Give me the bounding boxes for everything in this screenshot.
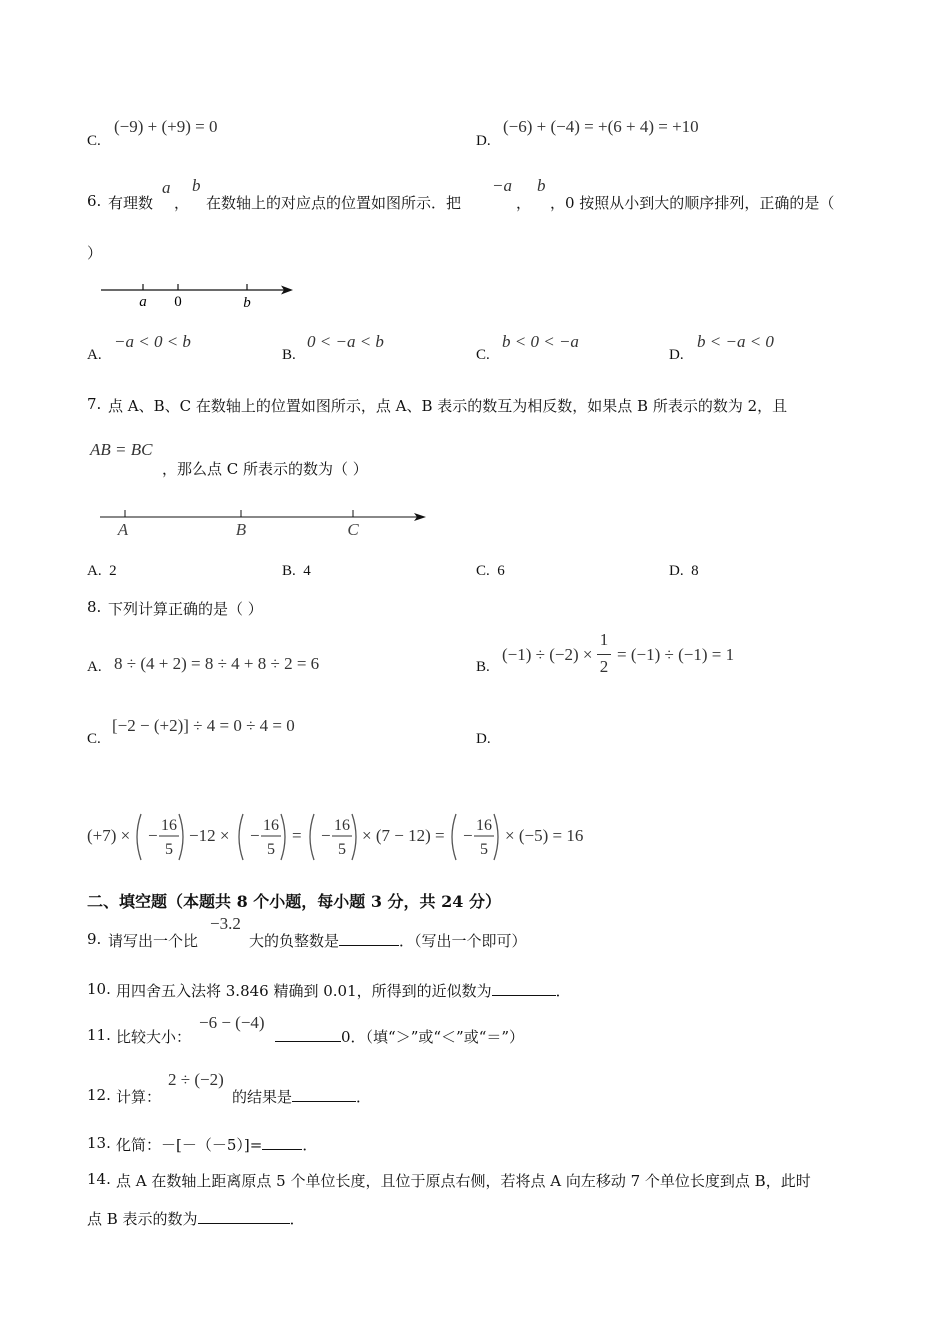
q8-option-b-label: B. [476, 659, 490, 675]
q7-label-b: B [235, 520, 247, 539]
q9-value: −3.2 [210, 914, 241, 933]
q6-option-b-expr: 0 < −a < b [307, 332, 384, 351]
q8-d-frac-group-4 [449, 812, 501, 862]
q8-d-frac-num: 16 [161, 817, 177, 834]
q5-option-c-label: C. [87, 133, 101, 149]
q14-number: 14. [87, 1170, 111, 1188]
q7-option-a: A. 2 [87, 563, 117, 579]
q12-answer-blank[interactable] [292, 1087, 356, 1102]
q10-answer-blank[interactable] [492, 981, 556, 996]
q8-d-frac-group-1 [134, 812, 186, 862]
q6-label-0: 0 [174, 294, 182, 310]
q11-expr: −6 − (−4) [199, 1013, 265, 1032]
q8-d-part-2: −12 × [189, 826, 230, 845]
q7-option-c: C. 6 [476, 563, 505, 579]
q8-d-part-4: × (7 − 12) = [362, 826, 445, 845]
q8-d-left-paren [310, 814, 314, 860]
q6-label-a: a [139, 294, 147, 310]
q8-text: 下列计算正确的是（ ） [108, 600, 263, 618]
q8-option-b-frac-bar [597, 654, 611, 655]
q6-option-d-expr: b < −a < 0 [697, 332, 774, 351]
q10-text: 用四舍五入法将 3.846 精确到 0.01，所得到的近似数为 ． [116, 982, 571, 1000]
q6-text-2: 在数轴上的对应点的位置如图所示．把 [206, 194, 462, 212]
q7-text-2: ，那么点 C 所表示的数为（ ） [162, 460, 368, 478]
q6-option-b-label: B. [282, 347, 296, 363]
q5-option-d-expr: (−6) + (−4) = +(6 + 4) = +10 [503, 117, 699, 136]
q12-expr: 2 ÷ (−2) [168, 1070, 224, 1089]
q6-option-c-expr: b < 0 < −a [502, 332, 579, 351]
q8-option-a-expr: 8 ÷ (4 + 2) = 8 ÷ 4 + 8 ÷ 2 = 6 [114, 654, 320, 673]
q8-d-right-paren [179, 814, 183, 860]
q8-option-c-label: C. [87, 731, 101, 747]
q7-option-b: B. 4 [282, 563, 311, 579]
q6-paren: ） [87, 244, 103, 262]
q8-d-right-paren [494, 814, 498, 860]
q14-answer-blank[interactable] [198, 1209, 290, 1224]
q8-d-right-paren [281, 814, 285, 860]
q12-number: 12. [87, 1086, 111, 1104]
q6-label-b: b [243, 295, 251, 311]
q6-option-c-label: C. [476, 347, 490, 363]
q8-d-frac-num: 16 [334, 817, 350, 834]
q6-var-b: b [192, 176, 201, 195]
q7-option-d: D. 8 [669, 563, 699, 579]
q8-d-frac-group-3 [307, 812, 359, 862]
q8-d-frac-num: 16 [263, 817, 279, 834]
q9-text-2: 大的负整数是 ．（写出一个即可） [249, 932, 527, 950]
q13-answer-blank[interactable] [262, 1135, 302, 1150]
q14-text-2: 点 B 表示的数为 ． [87, 1210, 305, 1228]
q8-option-c-expr: [−2 − (+2)] ÷ 4 = 0 ÷ 4 = 0 [112, 716, 295, 735]
q8-option-b-frac-num: 1 [599, 630, 609, 649]
q8-d-frac-den: 5 [165, 841, 173, 858]
q8-d-frac-den: 5 [338, 841, 346, 858]
q6-comma: ， [174, 194, 190, 212]
q6-option-d-label: D. [669, 347, 684, 363]
q7-number-line [95, 503, 435, 543]
q6-text-1: 有理数 [108, 194, 154, 212]
q11-number: 11. [87, 1026, 111, 1044]
q8-d-frac-den: 5 [267, 841, 275, 858]
q8-d-frac-num: 16 [476, 817, 492, 834]
q9-number: 9. [87, 930, 102, 948]
q11-answer-blank[interactable] [275, 1027, 341, 1042]
q8-d-frac-den: 5 [480, 841, 488, 858]
q6-var-a: a [162, 178, 171, 197]
q12-text-2: 的结果是 ． [232, 1088, 372, 1106]
q9-answer-blank[interactable] [339, 931, 399, 946]
q8-d-right-paren [352, 814, 356, 860]
q7-number: 7. [87, 395, 102, 413]
q7-eq: AB = BC [90, 440, 153, 459]
q6-neg-a: −a [492, 176, 512, 195]
q6-comma-2: ， [516, 194, 532, 212]
q7-text: 点 A、B、C 在数轴上的位置如图所示，点 A、B 表示的数互为相反数，如果点 B 所表示的数为 2，且 [108, 397, 788, 415]
q10-number: 10. [87, 980, 111, 998]
q6-option-a-expr: −a < 0 < b [114, 332, 191, 351]
q9-text-1: 请写出一个比 [108, 932, 199, 950]
q7-label-a: A [117, 520, 129, 539]
q8-d-neg-sign: − [463, 826, 473, 845]
q8-d-left-paren [452, 814, 456, 860]
q13-text: 化简：－[－（－5）]= ． [116, 1136, 318, 1154]
q6-number: 6. [87, 192, 102, 210]
q8-option-d-label: D. [476, 731, 491, 747]
q14-text-1: 点 A 在数轴上距离原点 5 个单位长度，且位于原点右侧，若将点 A 向左移动 7 个单位长度到点 B，此时 [116, 1172, 811, 1190]
q6-var-b-2: b [537, 176, 546, 195]
q8-d-left-paren [239, 814, 243, 860]
q8-d-neg-sign: − [148, 826, 158, 845]
q12-text-1: 计算： [116, 1088, 162, 1106]
q8-option-b-post: = (−1) ÷ (−1) = 1 [617, 645, 735, 664]
q6-text-3: ，0 按照从小到大的顺序排列，正确的是（ [550, 194, 835, 212]
q8-d-neg-sign: − [321, 826, 331, 845]
q8-d-part-1: (+7) × [87, 826, 131, 845]
q8-d-left-paren [137, 814, 141, 860]
q11-text-1: 比较大小： [116, 1028, 192, 1046]
q11-text-2: 0．（填“＞”或“＜”或“＝”） [275, 1026, 524, 1047]
q5-option-d-label: D. [476, 133, 491, 149]
q8-d-part-3: = [292, 826, 302, 845]
q13-number: 13. [87, 1134, 111, 1152]
q5-option-c-expr: (−9) + (+9) = 0 [114, 117, 218, 136]
q8-option-b-pre: (−1) ÷ (−2) × [502, 645, 593, 664]
q8-option-a-label: A. [87, 659, 102, 675]
section-2-title: 二、填空题（本题共 8 个小题，每小题 3 分，共 24 分） [87, 892, 501, 911]
q6-number-line [95, 276, 300, 312]
q7-label-c: C [347, 520, 359, 539]
q8-option-b-frac-den: 2 [599, 657, 609, 676]
q8-d-frac-group-2 [236, 812, 288, 862]
q8-number: 8. [87, 598, 102, 616]
q8-d-neg-sign: − [250, 826, 260, 845]
q6-option-a-label: A. [87, 347, 102, 363]
q8-d-part-5: × (−5) = 16 [505, 826, 584, 845]
